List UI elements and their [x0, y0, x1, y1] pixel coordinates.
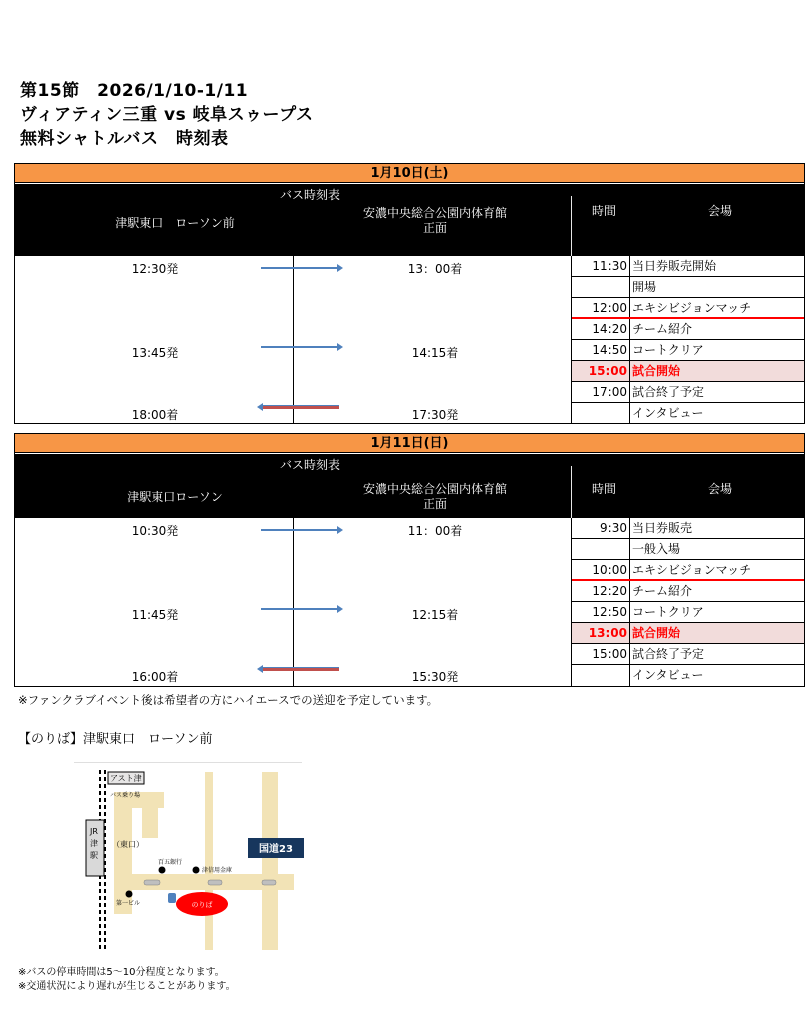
day2-trip1-right: 11：00着 — [407, 524, 463, 538]
bank2-label: 津信用金庫 — [202, 867, 233, 874]
day1-trip3-right: 17:30発 — [411, 408, 459, 422]
day1-sched-row-highlight: 15:00 試合開始 — [572, 361, 804, 382]
bus-stop-icon — [168, 893, 176, 903]
title-round: 第15節 2026/1/10-1/11 — [20, 81, 249, 101]
day1-bus-area — [15, 256, 571, 424]
day1-trip2-left: 13:45発 — [131, 346, 179, 360]
noriba-title: 【のりば】津駅東口 ローソン前 — [18, 732, 213, 747]
traffic-light-icon — [144, 880, 160, 885]
building-label: 第一ビル — [116, 900, 141, 907]
title-matchup: ヴィアティン三重 vs 岐阜スゥープス — [20, 105, 314, 125]
day2-bus-title: バス時刻表 — [279, 458, 340, 472]
day2-sched-row: 10:00 エキシビジョンマッチ — [572, 560, 804, 581]
footnote-traffic: ※交通状況により遅れが生じることがあります。 — [18, 981, 236, 992]
road-loop — [142, 808, 158, 838]
day1-header-divider — [571, 196, 572, 256]
day2-departure-stop: 津駅東口ローソン — [127, 490, 223, 504]
day2-trip2-left: 11:45発 — [131, 608, 179, 622]
day1-trip1-left: 12:30発 — [131, 262, 179, 276]
bus-stop-label: バス乗り場 — [110, 792, 141, 799]
day1-col-venue: 会場 — [707, 204, 732, 218]
day2-arrival-line2: 正面 — [422, 497, 447, 511]
title-shuttle: 無料シャトルバス 時刻表 — [20, 129, 229, 149]
day1-trip3-return-arrow-icon — [261, 406, 339, 409]
day2-sched-row: インタビュー — [572, 665, 804, 686]
day2-schedule — [571, 518, 804, 686]
day1-col-time: 時間 — [591, 204, 616, 218]
day2-sched-row: 12:50 コートクリア — [572, 602, 804, 623]
day2-sched-row: 一般入場 — [572, 539, 804, 560]
day2-bus-area — [15, 518, 571, 686]
day1-sched-row: 12:00 エキシビジョンマッチ — [572, 298, 804, 319]
day2-sched-row: 9:30 当日券販売 — [572, 518, 804, 539]
day1-sched-row: 開場 — [572, 277, 804, 298]
day1-arrival-line1: 安濃中央総合公園内体育館 — [362, 206, 507, 220]
day2-sched-row: 12:20 チーム紹介 — [572, 581, 804, 602]
day1-departure-stop: 津駅東口 ローソン前 — [115, 216, 235, 230]
noriba-marker-label: のりば — [191, 901, 213, 909]
bank1-marker-icon — [159, 867, 166, 874]
footnote-stop-time: ※バスの停車時間は5～10分程度となります。 — [18, 967, 225, 978]
day2-trip3-return-arrow-icon — [261, 668, 339, 671]
day2-sched-row: 15:00 試合終了予定 — [572, 644, 804, 665]
asuto-label: アスト津 — [110, 774, 142, 783]
station-label: JR 津駅 — [90, 827, 98, 860]
day1-sched-row: 14:20 チーム紹介 — [572, 319, 804, 340]
day2-route-line — [293, 518, 294, 686]
day1-trip1-right: 13：00着 — [407, 262, 463, 276]
traffic-light-icon — [262, 880, 276, 885]
day2-trip1-left: 10:30発 — [131, 524, 179, 538]
day1-sched-row: 11:30 当日券販売開始 — [572, 256, 804, 277]
route23-label: 国道23 — [259, 844, 293, 855]
day1-route-line — [293, 256, 294, 424]
day1-schedule — [571, 256, 804, 424]
day1-arrival-stop — [315, 206, 555, 236]
fanclub-note: ※ファンクラブイベント後は希望者の方にハイエースでの送迎を予定しています。 — [18, 693, 439, 707]
day2-trip2-arrow-icon — [261, 608, 339, 610]
day2-trip1-arrow-icon — [261, 529, 339, 531]
day2-arrival-stop — [315, 482, 555, 512]
day1-column-header — [15, 184, 804, 256]
road-middle — [205, 772, 213, 950]
day2-arrival-line1: 安濃中央総合公園内体育館 — [362, 482, 507, 496]
day1-trip2-arrow-icon — [261, 346, 339, 348]
building-marker-icon — [126, 891, 133, 898]
day2-header-divider — [571, 466, 572, 518]
day1-date-header: 1月10日(土) — [15, 164, 804, 183]
day2-trip3-left: 16:00着 — [131, 670, 179, 684]
bank1-label: 百五銀行 — [158, 859, 183, 866]
noriba-map — [72, 762, 304, 950]
day2-col-venue: 会場 — [707, 482, 732, 496]
traffic-light-icon — [208, 880, 222, 885]
day1-arrival-line2: 正面 — [422, 221, 447, 235]
day1-sched-row: 14:50 コートクリア — [572, 340, 804, 361]
day2-sched-row-highlight: 13:00 試合開始 — [572, 623, 804, 644]
day1-sched-row: インタビュー — [572, 403, 804, 424]
day1-trip3-left: 18:00着 — [131, 408, 179, 422]
day2-column-header — [15, 454, 804, 518]
bank2-marker-icon — [193, 867, 200, 874]
day1-table — [14, 163, 805, 424]
day1-trip2-right: 14:15着 — [411, 346, 459, 360]
east-exit-label: （東口） — [112, 840, 144, 849]
day2-table — [14, 433, 805, 687]
day2-date-header: 1月11日(日) — [15, 434, 804, 453]
day2-col-time: 時間 — [591, 482, 616, 496]
day2-trip3-right: 15:30発 — [411, 670, 459, 684]
route23-road — [262, 772, 278, 950]
day2-trip2-right: 12:15着 — [411, 608, 459, 622]
day1-sched-row: 17:00 試合終了予定 — [572, 382, 804, 403]
day1-trip1-arrow-icon — [261, 267, 339, 269]
day1-bus-title: バス時刻表 — [279, 188, 340, 202]
